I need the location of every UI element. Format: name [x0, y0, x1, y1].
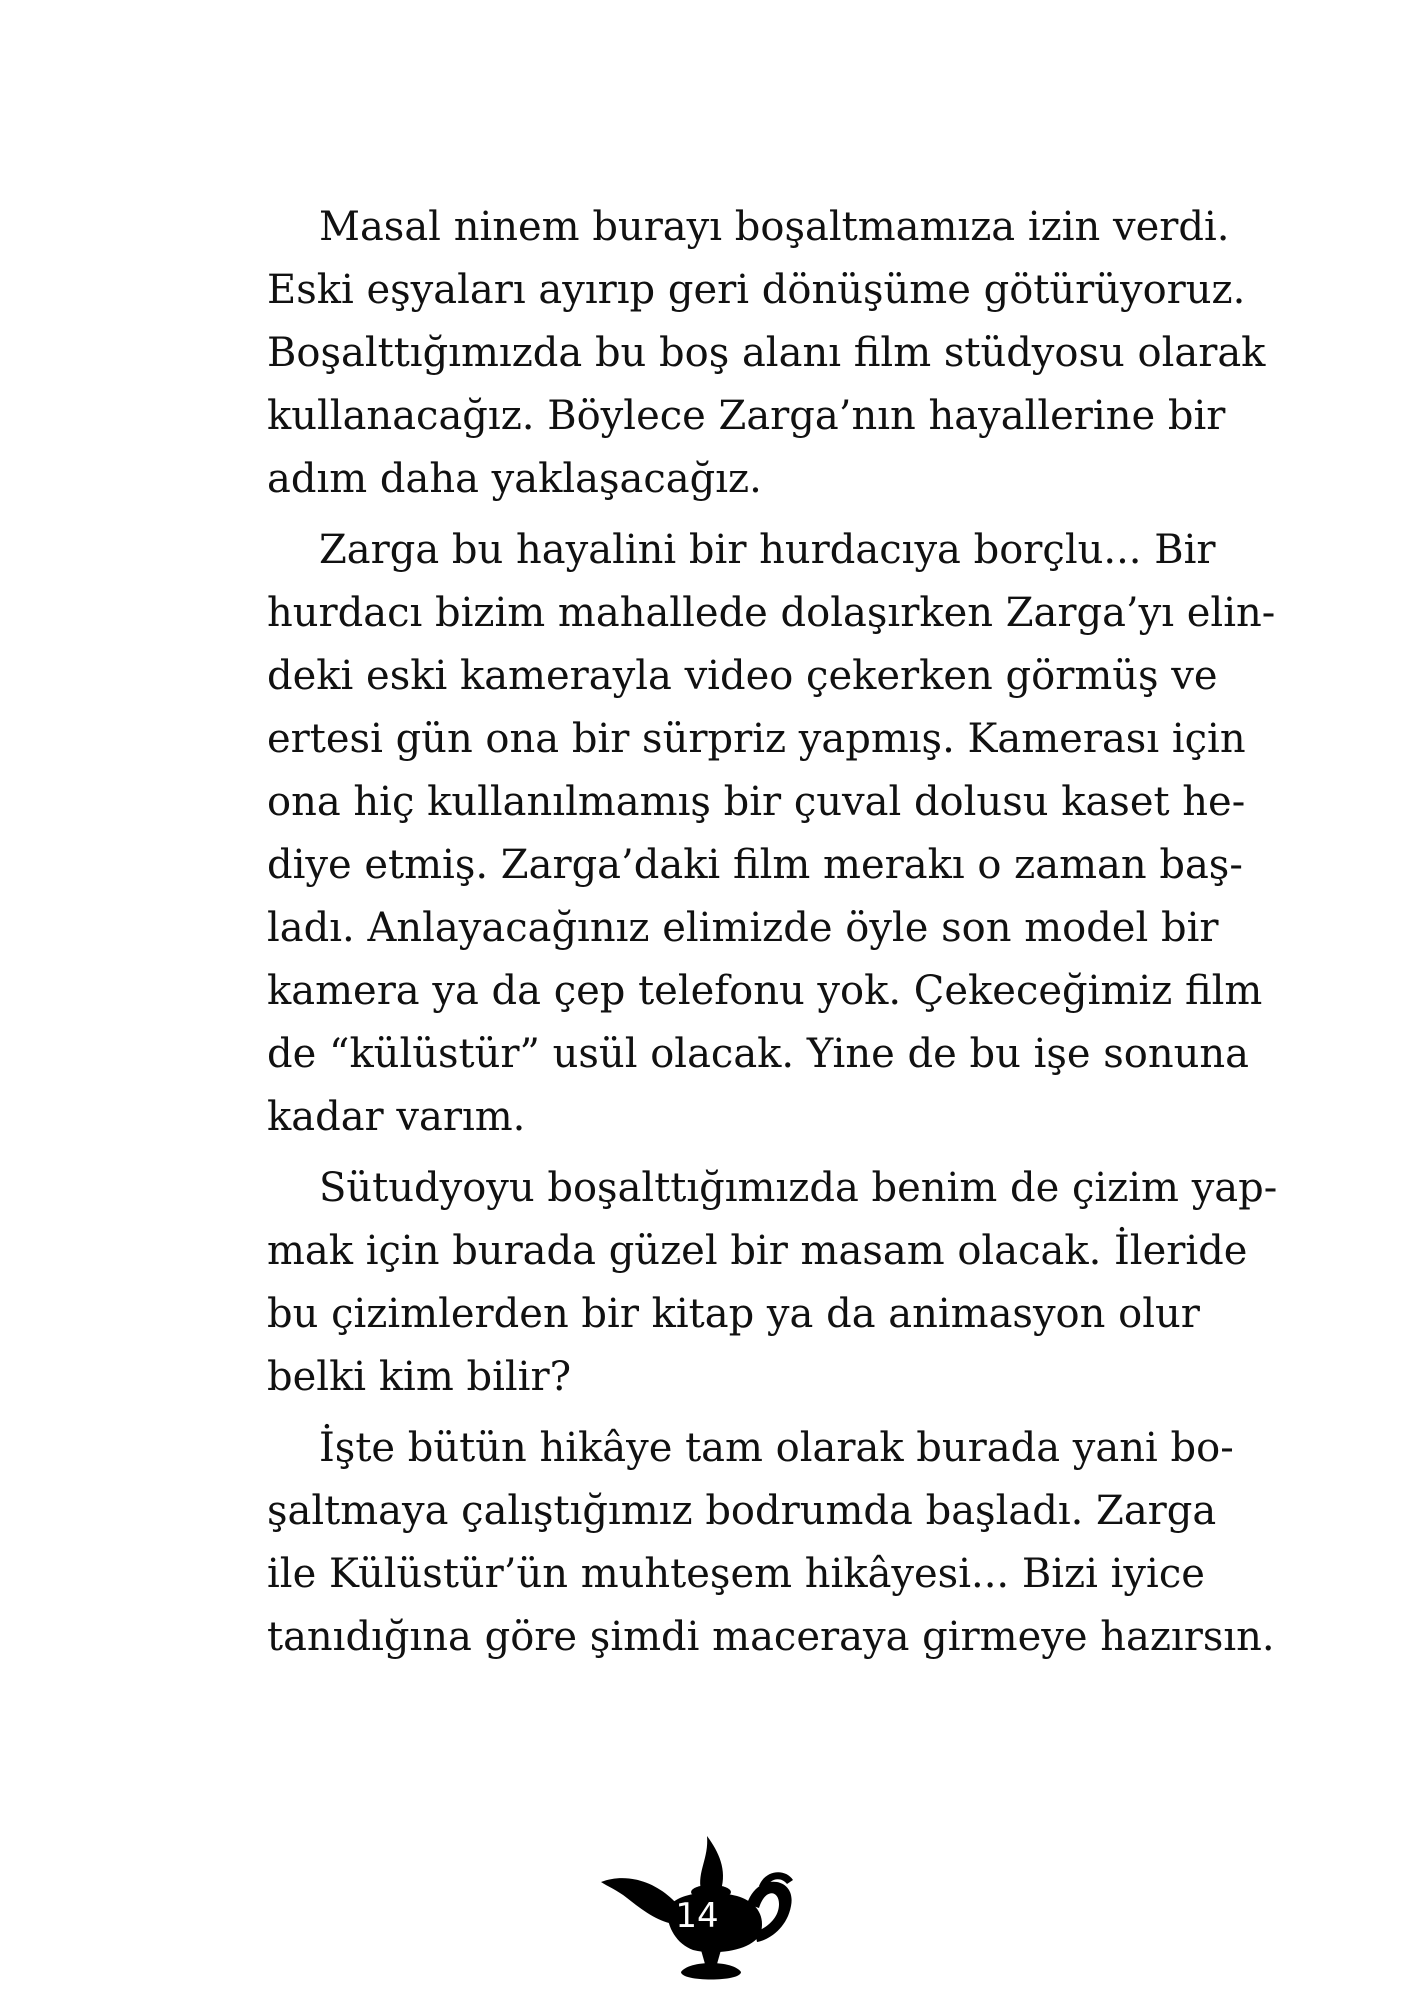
text-line: adım daha yaklaşacağız. — [267, 456, 762, 502]
page-number: 14 — [675, 1896, 719, 1936]
paragraph-3 — [267, 1157, 1278, 1409]
text-line: bu çizimlerden bir kitap ya da animasyon olur — [267, 1291, 1200, 1337]
paragraph-1 — [267, 196, 1266, 511]
text-line: Eski eşyaları ayırıp geri dönüşüme götürüyoruz. — [267, 267, 1246, 313]
text-line: ertesi gün ona bir sürpriz yapmış. Kamerası için — [267, 716, 1246, 762]
text-line: İşte bütün hikâye tam olarak burada yani bo- — [319, 1425, 1234, 1471]
text-line: Zarga bu hayalini bir hurdacıya borçlu... Bir — [319, 527, 1216, 573]
text-line: de “külüstür” usül olacak. Yine de bu işe sonuna — [267, 1031, 1250, 1077]
text-line: kadar varım. — [267, 1094, 526, 1140]
text-line: Masal ninem burayı boşaltmamıza izin verdi. — [319, 204, 1230, 250]
text-line: şaltmaya çalıştığımız bodrumda başladı. Zarga — [267, 1488, 1217, 1534]
text-line: kullanacağız. Böylece Zarga’nın hayallerine bir — [267, 393, 1226, 439]
text-line: tanıdığına göre şimdi maceraya girmeye hazırsın. — [267, 1614, 1275, 1660]
paragraph-2 — [267, 519, 1276, 1149]
text-line: ile Külüstür’ün muhteşem hikâyesi... Bizi iyice — [267, 1551, 1205, 1597]
text-line: Sütudyoyu boşalttığımızda benim de çizim yap- — [319, 1165, 1278, 1211]
text-line: belki kim bilir? — [267, 1354, 572, 1400]
text-line: deki eski kamerayla video çekerken görmüş ve — [267, 653, 1218, 699]
text-line: hurdacı bizim mahallede dolaşırken Zarga’yı elin- — [267, 590, 1276, 636]
text-line: ladı. Anlayacağınız elimizde öyle son model bir — [267, 905, 1219, 951]
body-text — [267, 196, 1278, 1677]
text-line: Boşalttığımızda bu boş alanı film stüdyosu olarak — [267, 330, 1266, 376]
text-line: ona hiç kullanılmamış bir çuval dolusu kaset he- — [267, 779, 1246, 825]
page-footer — [597, 1832, 797, 1992]
paragraph-4 — [267, 1417, 1275, 1669]
text-line: kamera ya da çep telefonu yok. Çekeceğimiz film — [267, 968, 1263, 1014]
text-line: diye etmiş. Zarga’daki film merakı o zaman baş- — [267, 842, 1243, 888]
text-line: mak için burada güzel bir masam olacak. İleride — [267, 1228, 1248, 1274]
